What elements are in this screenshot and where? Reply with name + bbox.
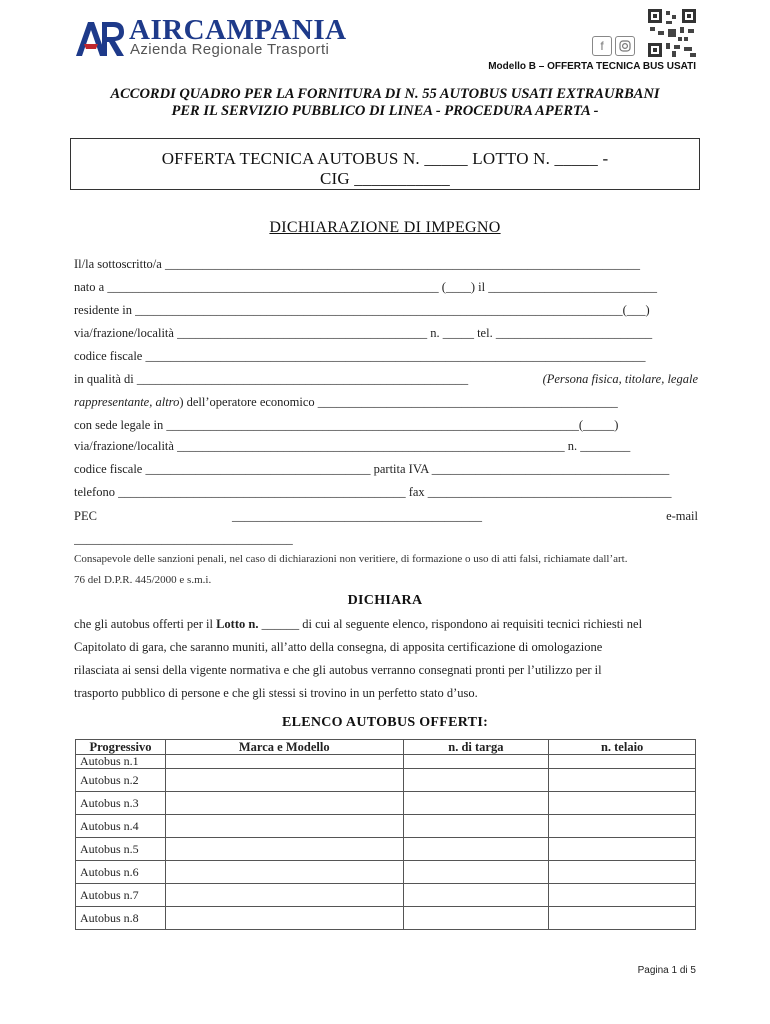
paragraph-lotto: Lotto n. [216, 617, 259, 631]
cell-targa[interactable] [403, 769, 549, 792]
aircampania-logo-icon [74, 18, 126, 58]
paragraph-line-3: rilasciata ai sensi della vigente normativa e che gli autobus verranno consegnati pronti per l’utilizzo per il [74, 663, 602, 677]
bus-table [75, 739, 696, 930]
field-capacity[interactable] [74, 372, 698, 387]
field-seat-address[interactable]: via/frazione/località ______________________________________________________________ n. ________ [74, 439, 631, 453]
table-row [76, 861, 696, 884]
field-email-blank[interactable]: ___________________________________ [74, 532, 293, 546]
title-line-2: PER IL SERVIZIO PUBBLICO DI LINEA - PROCEDURA APERTA - [171, 103, 599, 119]
row-label: Autobus n.5 [76, 838, 166, 861]
notice-line-1: Consapevole delle sanzioni penali, nel caso di dichiarazioni non veritiere, di formazione o uso di atti falsi, richiamate dall’art. [74, 553, 628, 565]
cell-marca[interactable] [165, 884, 403, 907]
header-marca-modello: Marca e Modello [165, 740, 403, 755]
title-line-1: ACCORDI QUADRO PER LA FORNITURA DI N. 55 AUTOBUS USATI EXTRAURBANI [110, 86, 660, 102]
cell-targa[interactable] [403, 755, 549, 769]
field-pec-blank: ________________________________________ [232, 509, 482, 523]
cell-marca[interactable] [165, 907, 403, 930]
cell-targa[interactable] [403, 838, 549, 861]
field-phone-fax[interactable]: telefono ______________________________________________ fax _______________________________________ [74, 485, 672, 499]
cell-telaio[interactable] [549, 884, 696, 907]
cell-telaio[interactable] [549, 755, 696, 769]
cell-marca[interactable] [165, 815, 403, 838]
model-reference: Modello B – OFFERTA TECNICA BUS USATI [488, 61, 696, 72]
paragraph-line-1c: ______ di cui al seguente elenco, rispondono ai requisiti tecnici richiesti nel [258, 617, 643, 631]
row-label: Autobus n.7 [76, 884, 166, 907]
document-title [60, 86, 710, 120]
field-signatory[interactable]: Il/la sottoscritto/a ____________________________________________________________________________ [74, 257, 640, 271]
table-row [76, 838, 696, 861]
cell-telaio[interactable] [549, 792, 696, 815]
cell-marca[interactable] [165, 769, 403, 792]
table-row [76, 755, 696, 769]
cell-marca[interactable] [165, 755, 403, 769]
field-pec-label: PEC [74, 509, 97, 523]
cell-telaio[interactable] [549, 838, 696, 861]
field-address[interactable]: via/frazione/località ________________________________________ n. _____ tel. _________________________ [74, 326, 653, 340]
declaration-title: DICHIARAZIONE DI IMPEGNO [269, 219, 501, 236]
cell-targa[interactable] [403, 884, 549, 907]
cell-targa[interactable] [403, 907, 549, 930]
table-row [76, 792, 696, 815]
field-legal-seat[interactable]: con sede legale in __________________________________________________________________(_____) [74, 418, 619, 432]
cell-targa[interactable] [403, 815, 549, 838]
row-label: Autobus n.3 [76, 792, 166, 815]
table-row [76, 815, 696, 838]
offer-box-line-2: CIG ___________ [319, 169, 451, 188]
cell-marca[interactable] [165, 838, 403, 861]
logo-subtitle: Azienda Regionale Trasporti [130, 41, 330, 58]
field-operator[interactable] [74, 395, 698, 410]
table-row [76, 907, 696, 930]
offer-box-line-1: OFFERTA TECNICA AUTOBUS N. _____ LOTTO N. _____ - [161, 149, 609, 168]
row-label: Autobus n.4 [76, 815, 166, 838]
cell-targa[interactable] [403, 792, 549, 815]
cell-telaio[interactable] [549, 815, 696, 838]
notice-line-2: 76 del D.P.R. 445/2000 e s.m.i. [74, 574, 212, 586]
table-row [76, 769, 696, 792]
row-label: Autobus n.1 [76, 755, 166, 769]
row-label: Autobus n.2 [76, 769, 166, 792]
field-email-label: e-mail [666, 509, 698, 523]
page-number: Pagina 1 di 5 [637, 965, 696, 976]
field-tax-code[interactable]: codice fiscale ________________________________________________________________________________ [74, 349, 646, 363]
cell-telaio[interactable] [549, 907, 696, 930]
header-progressivo: Progressivo [76, 740, 166, 755]
paragraph-line-1 [74, 617, 698, 632]
paragraph-line-1a: che gli autobus offerti per il [74, 617, 217, 631]
cell-marca[interactable] [165, 792, 403, 815]
cell-targa[interactable] [403, 861, 549, 884]
field-operator-label: ) dell’operatore economico ________________________________________________ [179, 395, 618, 409]
header-telaio: n. telaio [549, 740, 696, 755]
field-residence[interactable]: residente in ______________________________________________________________________________(___) [74, 303, 650, 317]
table-row [76, 884, 696, 907]
qr-code-icon [648, 9, 696, 57]
cell-marca[interactable] [165, 861, 403, 884]
paragraph-line-2: Capitolato di gara, che saranno muniti, all’atto della consegna, di apposita certificazione di omologazione [74, 640, 603, 654]
logo-name: AIRCAMPANIA [129, 14, 347, 46]
field-operator-hint: rappresentante, altro [74, 395, 180, 409]
dichiara-title: DICHIARA [347, 593, 423, 608]
cell-telaio[interactable] [549, 861, 696, 884]
field-birth[interactable]: nato a _____________________________________________________ (____) il ___________________________ [74, 280, 657, 294]
field-company-tax[interactable]: codice fiscale ____________________________________ partita IVA ______________________________________ [74, 462, 670, 476]
field-capacity-label: in qualità di _____________________________________________________ [74, 372, 469, 386]
field-capacity-hint: (Persona fisica, titolare, legale [542, 372, 698, 386]
row-label: Autobus n.6 [76, 861, 166, 884]
row-label: Autobus n.8 [76, 907, 166, 930]
cell-telaio[interactable] [549, 769, 696, 792]
header-targa: n. di targa [403, 740, 549, 755]
field-pec-email[interactable] [74, 509, 698, 524]
table-title: ELENCO AUTOBUS OFFERTI: [281, 715, 489, 730]
paragraph-line-4: trasporto pubblico di persone e che gli stessi si trovino in un perfetto stato d’uso. [74, 686, 478, 700]
facebook-icon[interactable]: f [592, 36, 612, 56]
instagram-icon[interactable] [615, 36, 635, 56]
